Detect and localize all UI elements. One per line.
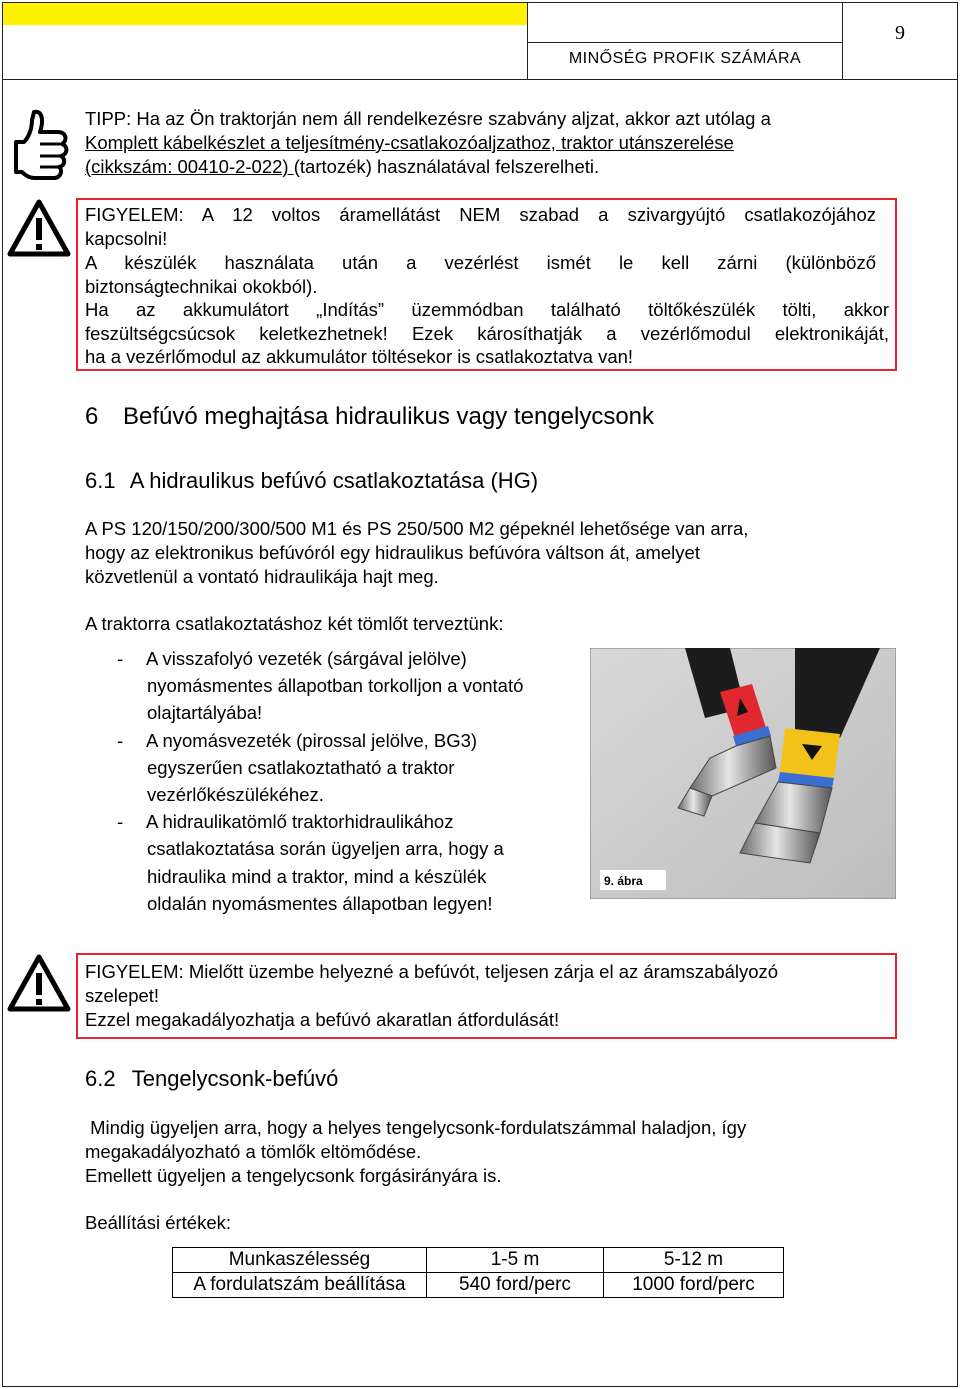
bullet-3-line2: csatlakoztatása során ügyeljen arra, hogy a [147, 838, 504, 859]
bullet-1-line3: olajtartályába! [147, 702, 263, 723]
table-row [173, 1248, 784, 1273]
bullet-2-line3: vezérlőkészülékéhez. [147, 784, 324, 805]
warning2-line2: szelepet! [85, 985, 160, 1006]
section6-heading [85, 403, 654, 431]
section61-para-line1: A PS 120/150/200/300/500 M1 és PS 250/500 M2 gépeknél lehetősége van arra, [85, 518, 749, 539]
bullet-3-line1: A hidraulikatömlő traktorhidraulikához [146, 811, 454, 832]
warning2-line3: Ezzel megakadályozhatja a befúvó akaratlan átfordulását! [85, 1009, 560, 1030]
settings-label: Beállítási értékek: [85, 1212, 232, 1233]
section6-title: Befúvó meghajtása hidraulikus vagy tengelycsonk [123, 403, 655, 430]
warning1-line7: ha a vezérlőmodul az akkumulátor töltésekor is csatlakoztatva van! [85, 346, 634, 367]
bullet-1-line2: nyomásmentes állapotban torkolljon a vontató [147, 675, 524, 696]
section62-para-line2: megakadályozható a tömlők eltömődése. [85, 1141, 422, 1162]
table-cell: A fordulatszám beállítása [173, 1273, 427, 1298]
settings-table [172, 1247, 784, 1298]
tip-article-link: Komplett kábelkészlet a teljesítmény-csatlakozóaljzathoz, traktor utánszerelése [85, 132, 734, 153]
section61-para-line2: hogy az elektronikus befúvóról egy hidraulikus befúvóra váltson át, amelyet [85, 542, 700, 563]
section62-number: 6.2 [85, 1066, 116, 1091]
tip-text1: Ha az Ön traktorján nem áll rendelkezésre szabvány aljzat, akkor azt utólag a [131, 108, 771, 129]
table-row [173, 1273, 784, 1298]
bullet-1-line1: A visszafolyó vezeték (sárgával jelölve) [146, 648, 467, 669]
header-divider [527, 42, 843, 43]
table-cell: 1000 ford/perc [604, 1273, 784, 1298]
figure-caption: 9. ábra [604, 874, 643, 888]
bullet-2-line1: A nyomásvezeték (pirossal jelölve, BG3) [146, 730, 478, 751]
bullet-dash-1: - [117, 648, 124, 669]
hydraulic-hoses-photo [590, 648, 896, 899]
section62-title: Tengelycsonk-befúvó [131, 1066, 339, 1091]
bullet-dash-3: - [117, 811, 124, 832]
warning-triangle-icon [6, 198, 72, 258]
warning2-line1 [85, 960, 778, 984]
warning1-line5: Ha az akkumulátort „Indítás” üzemmódban található töltőkészülék tölti, akkor [85, 299, 889, 320]
table-cell: 5-12 m [604, 1248, 784, 1273]
table-cell: 1-5 m [427, 1248, 604, 1273]
section61-title: A hidraulikus befúvó csatlakoztatása (HG) [129, 468, 539, 493]
thumbs-up-icon [14, 108, 76, 180]
warning2-label: FIGYELEM: [85, 961, 184, 982]
section61-number: 6.1 [85, 468, 116, 493]
section62-para-line1: Mindig ügyeljen arra, hogy a helyes tengelycsonk-fordulatszámmal haladjon, így [85, 1117, 747, 1138]
warning1-line3: A készülék használata után a vezérlést ismét le kell zárni (különböző [85, 252, 876, 273]
tip-article-number: (cikkszám: 00410-2-022) [85, 156, 294, 177]
hoses-intro: A traktorra csatlakoztatáshoz két tömlőt terveztünk: [85, 613, 504, 634]
bullet-2-line2: egyszerűen csatlakoztatható a traktor [147, 757, 455, 778]
tip-line3 [85, 155, 599, 179]
warning-triangle-icon [6, 953, 72, 1013]
table-cell: Munkaszélesség [173, 1248, 427, 1273]
warning1-line2: kapcsolni! [85, 228, 168, 249]
bullet-dash-2: - [117, 730, 124, 751]
section62-para-line3: Emellett ügyeljen a tengelycsonk forgásirányára is. [85, 1165, 502, 1186]
header-title: MINŐSÉG PROFIK SZÁMÁRA [568, 50, 802, 67]
warning1-line4: biztonságtechnikai okokból). [85, 276, 318, 297]
section6-number: 6 [85, 403, 99, 430]
bullet-3-line3: hidraulika mind a traktor, mind a készülék [147, 866, 487, 887]
warning1-line1: FIGYELEM: A 12 voltos áramellátást NEM szabad a szivargyújtó csatlakozójához [85, 204, 876, 225]
warning2-text1: Mielőtt üzembe helyezné a befúvót, teljesen zárja el az áramszabályozó [183, 961, 779, 982]
header-bottom-rule [3, 79, 957, 80]
section62-heading [85, 1066, 338, 1092]
tip-text2: (tartozék) használatával felszerelheti. [293, 156, 600, 177]
section61-heading [85, 468, 538, 494]
tip-label: TIPP: [85, 108, 132, 129]
section61-para-line3: közvetlenül a vontató hidraulikája hajt meg. [85, 566, 439, 587]
table-cell: 540 ford/perc [427, 1273, 604, 1298]
bullet-3-line4: oldalán nyomásmentes állapotban legyen! [147, 893, 493, 914]
warning1-line6: feszültségcsúcsok keletkezhetnek! Ezek károsíthatják a vezérlőmodul elektronikáját, [85, 323, 889, 344]
page-number: 9 [895, 22, 905, 44]
tip-line1 [85, 107, 885, 131]
header-yellow-bar [3, 3, 527, 25]
